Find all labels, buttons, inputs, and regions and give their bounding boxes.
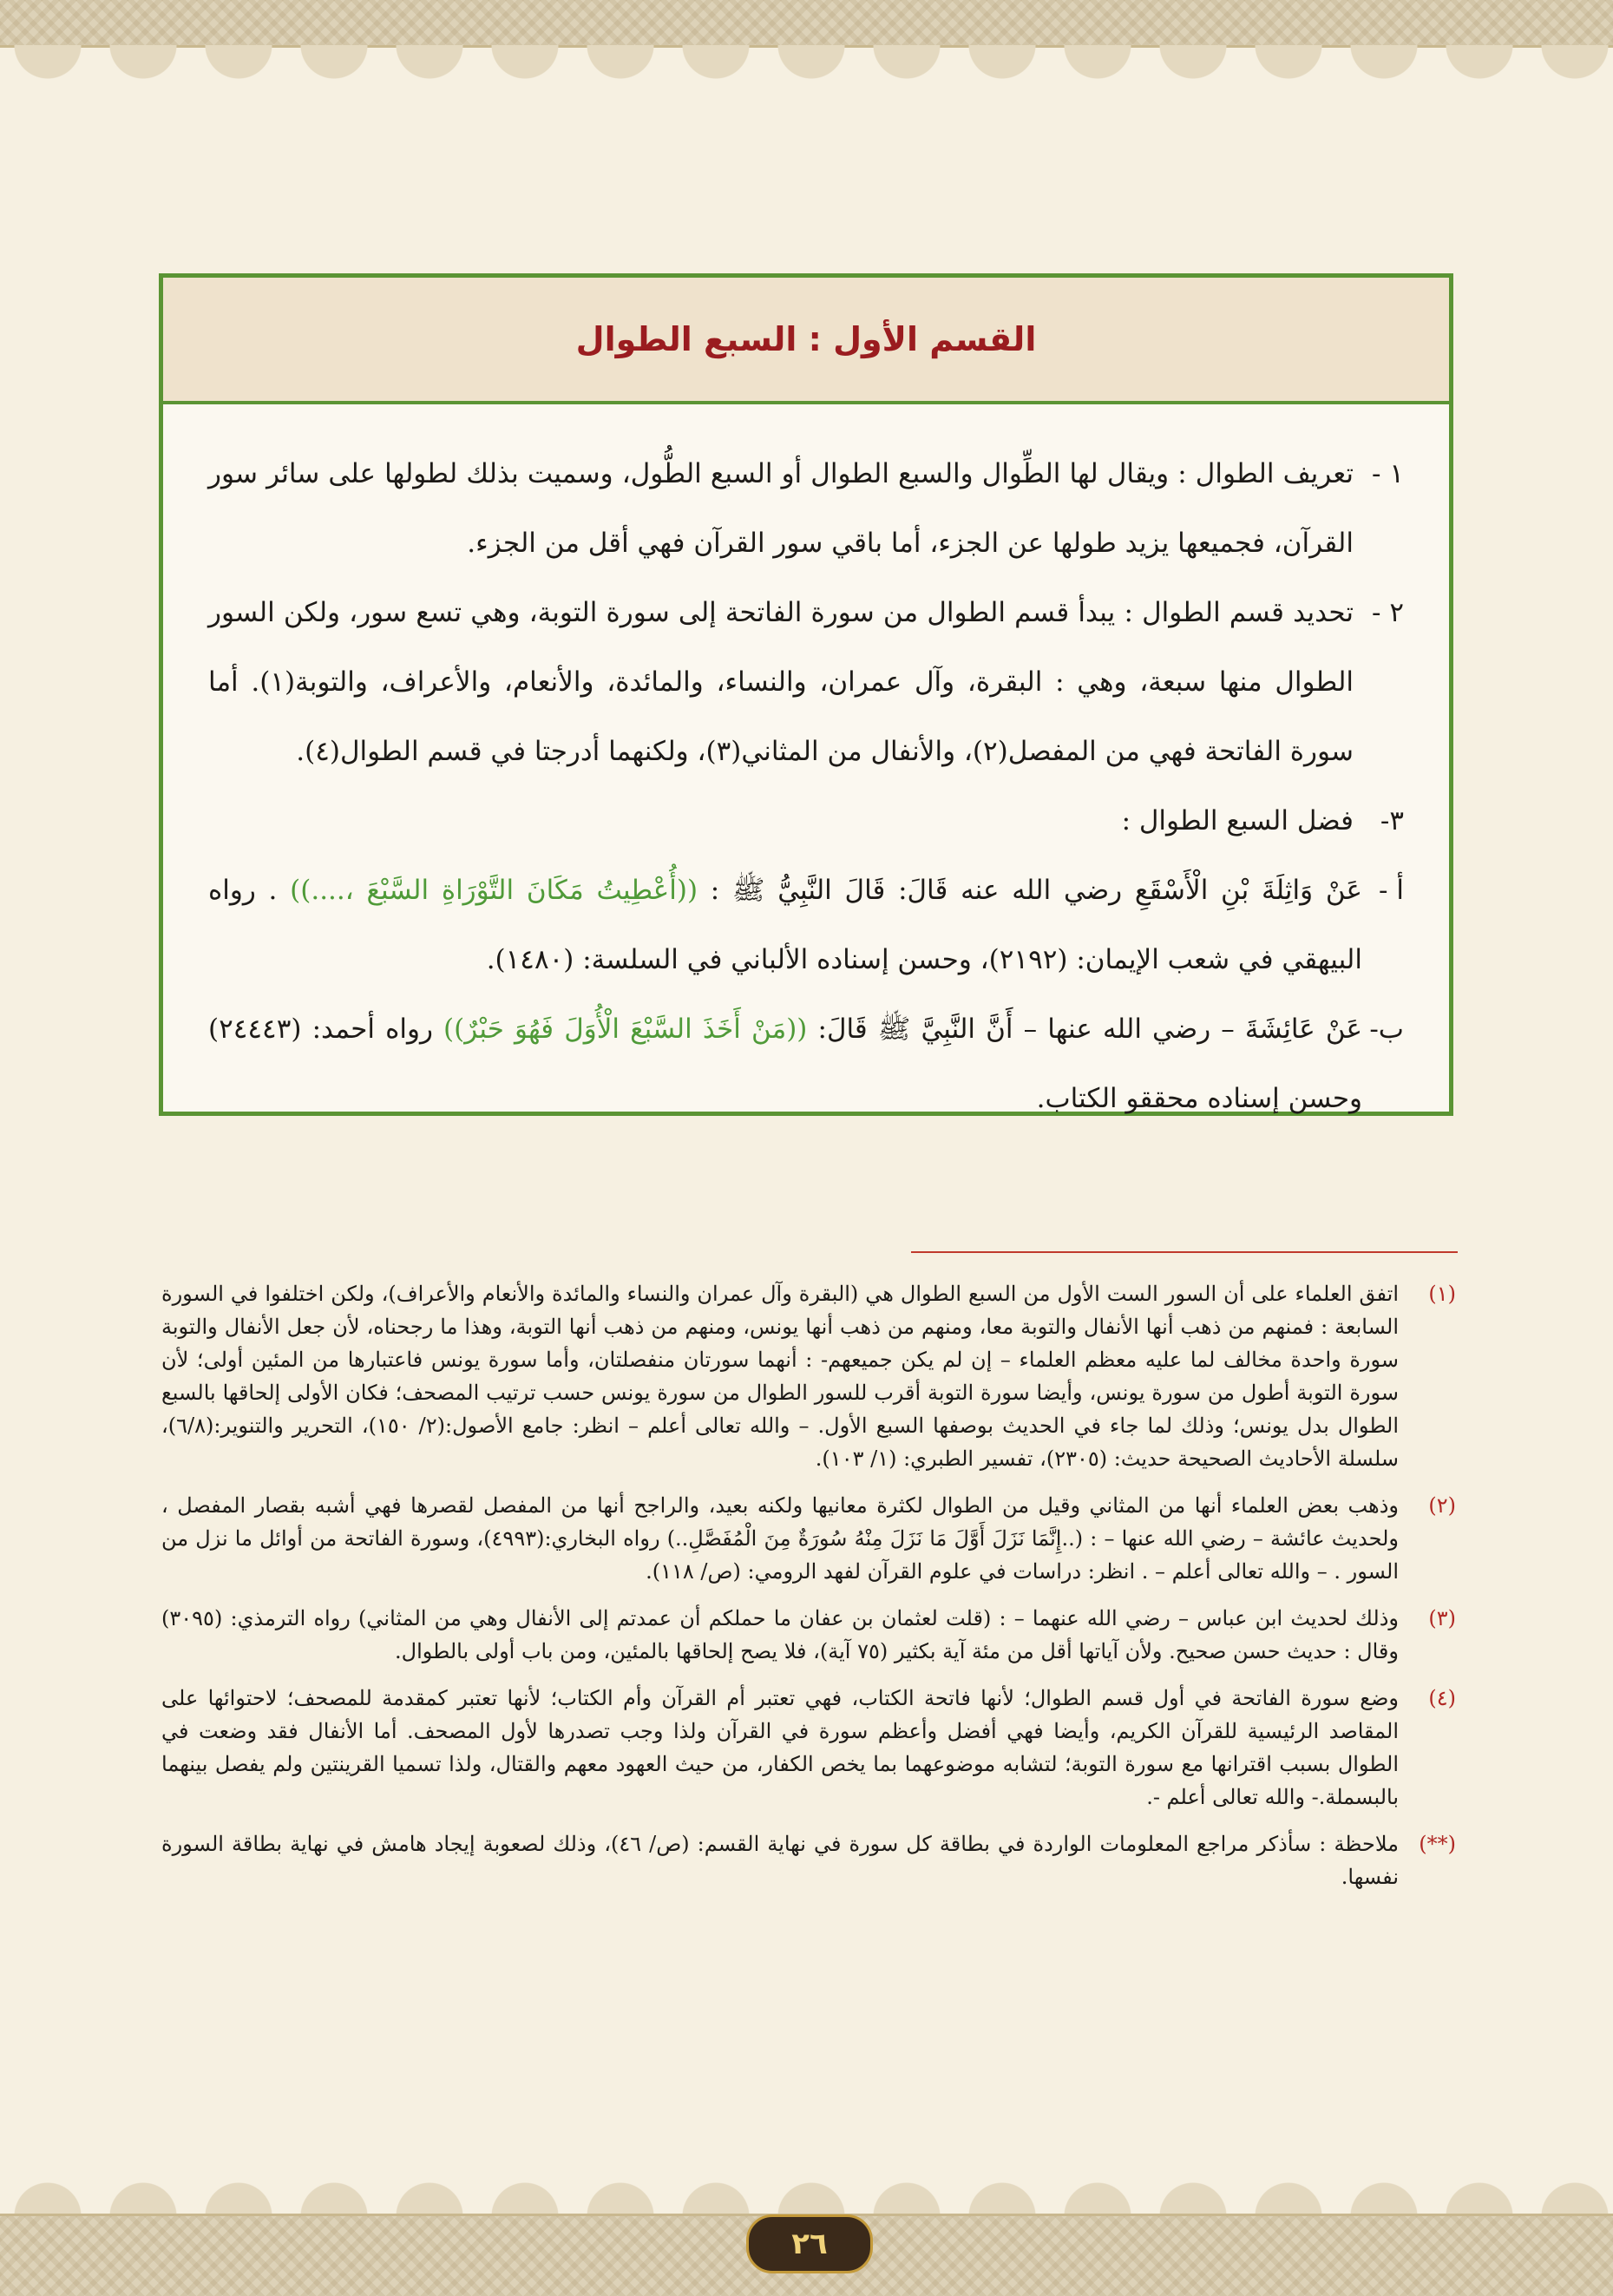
hadith-quote: ((أُعْطِيتُ مَكَانَ التَّوْرَاةِ السَّبْعَ ،....)) xyxy=(290,875,698,906)
hadith-source: . رواه البيهقي في شعب الإيمان: (٢١٩٢)، وحسن إسناده الألباني في السلسة: (١٤٨٠). xyxy=(208,875,1362,975)
section-box xyxy=(159,273,1453,1116)
hadith-b xyxy=(208,994,1404,1133)
item-text: فضل السبع الطوال : xyxy=(1121,805,1354,836)
item-number: ٣- xyxy=(1380,805,1404,836)
item-text: تعريف الطوال : ويقال لها الطِّوال والسبع الطوال أو السبع الطُّول، وسميت بذلك لطولها على سائر سور القرآن، فجميعها يزيد طولها عن الجزء، أما باقي سور القرآن فهي أقل من الجزء. xyxy=(208,458,1354,559)
footnote-text: ملاحظة : سأذكر مراجع المعلومات الواردة في بطاقة كل سورة في نهاية القسم: (ص/ ٤٦)، وذلك لصعوبة إيجاد هامش في نهاية بطاقة السورة نفسها. xyxy=(161,1832,1400,1889)
footnote xyxy=(161,1277,1456,1475)
section-header xyxy=(163,278,1449,404)
page-number: ٢٦ xyxy=(791,2227,828,2261)
footnote-number: (٤) xyxy=(1428,1686,1456,1710)
footnote-text: وذلك لحديث ابن عباس – رضي الله عنهما – : (قلت لعثمان بن عفان ما حملكم أن عمدتم إلى الأنفال وهي من المثاني) رواه الترمذي: (٣٠٩٥) وقال : حديث حسن صحيح. ولأن آياتها أقل من مئة آية بكثير (٧٥ آية)، فلا يصح إلحاقها بالمئين، ومن باب أولى بالطوال. xyxy=(161,1606,1399,1663)
footnote-number: (**) xyxy=(1419,1832,1456,1856)
hadith-a xyxy=(208,856,1404,994)
section-body xyxy=(163,404,1449,1133)
footnote-note xyxy=(161,1827,1456,1893)
footnote xyxy=(161,1682,1456,1814)
item-number: ١ - xyxy=(1372,458,1404,489)
footnote-number: (٢) xyxy=(1428,1493,1456,1518)
section-title: القسم الأول : السبع الطوال xyxy=(575,320,1037,358)
item-text: تحديد قسم الطوال : يبدأ قسم الطوال من سورة الفاتحة إلى سورة التوبة، وهي تسع سور، ولكن السور الطوال منها سبعة، وهي : البقرة، وآل عمران، والنساء، والمائدة، والأنعام، والأعراف، والتوبة(١). أما سورة الفاتحة فهي من المفصل(٢)، والأنفال من المثاني(٣)، ولكنهما أدرجتا في قسم الطوال(٤). xyxy=(208,597,1354,767)
hadith-source: رواه أحمد: (٢٤٤٤٣) وحسن إسناده محققو الكتاب. xyxy=(208,1014,1362,1114)
top-ornament-band xyxy=(0,0,1613,48)
page-number-badge xyxy=(746,2214,873,2273)
hadith-number: ب- xyxy=(1369,1014,1404,1045)
footnote xyxy=(161,1489,1456,1588)
hadith-narration: عَنْ عَائِشَةَ – رضي الله عنها – أَنَّ النَّبِيَّ ﷺ قَالَ: xyxy=(817,1014,1362,1045)
footnote-number: (٣) xyxy=(1428,1606,1456,1630)
list-item-virtue xyxy=(208,786,1404,856)
item-number: ٢ - xyxy=(1372,597,1404,628)
bottom-scallop-ornament xyxy=(0,2155,1613,2216)
footnote xyxy=(161,1602,1456,1668)
footnote-text: وذهب بعض العلماء أنها من المثاني وقيل من الطوال لكثرة معانيها ولكنه بعيد، والراجح أنها من المفصل لقصرها فهي أشبه بقصار المفصل ، ولحديث عائشة – رضي الله عنها – : (..إِنَّمَا نَزَلَ أَوَّلَ مَا نَزَلَ مِنْهُ سُورَةٌ مِنَ الْمُفَصَّلِ..) رواه البخاري:(٤٩٩٣)، وسورة الفاتحة من أوائل ما نزل من السور . – والله تعالى أعلم – . انظر: دراسات في علوم القرآن لفهد الرومي: (ص/ ١١٨). xyxy=(161,1493,1399,1584)
hadith-narration: عَنْ وَاثِلَةَ بْنِ الْأَسْقَعِ رضي الله عنه قَالَ: قَالَ النَّبِيُّ ﷺ : xyxy=(710,875,1362,906)
footnote-separator xyxy=(911,1251,1458,1253)
footnote-text: وضع سورة الفاتحة في أول قسم الطوال؛ لأنها فاتحة الكتاب، فهي تعتبر أم القرآن وأم الكتاب؛ لأنها تعتبر كمقدمة للمصحف؛ لاحتوائها على المقاصد الرئيسية للقرآن الكريم، وأيضا فهي أفضل وأعظم سورة في القرآن ولذا وجب تصدرها لأول المصحف. أما الأنفال فقد وضعت في الطوال بسبب اقترانها مع سورة التوبة؛ لتشابه موضوعهما بما يخص الكفار، من حيث العهود معهم والقتال، ولذا تسميا القرينتين ولم يفصل بينهما بالبسملة.- والله تعالى أعلم -. xyxy=(161,1686,1400,1809)
hadith-number: أ - xyxy=(1379,875,1404,906)
list-item-definition xyxy=(208,439,1404,578)
list-item-scope xyxy=(208,578,1404,786)
footnote-text: اتفق العلماء على أن السور الست الأول من السبع الطوال هي (البقرة وآل عمران والنساء والمائدة والأنعام والأعراف)، ولكن اختلفوا في السورة السابعة : فمنهم من ذهب أنها الأنفال والتوبة معا، ومنهم من ذهب أنها يونس، ومنهم من ذهب أنها التوبة، وهذا ما رجحناه، لأن جعل الأنفال والتوبة سورة واحدة مخالف لما عليه معظم العلماء – إن لم يكن جميعهم- : أنهما سورتان منفصلتان، وأما سورة يونس فاعتبارها من المئين أولى؛ لأن سورة التوبة أطول من سورة يونس، وأيضا سورة التوبة أقرب للسور الطوال من سورة يونس حسب ترتيب المصحف؛ فكان الأولى إلحاقها بالسبع الطوال بدل يونس؛ وذلك لما جاء في الحديث بوصفها السبع الأول. – والله تعالى أعلم – انظر: جامع الأصول:(٢/ ١٥٠)، التحرير والتنوير:(٦/٨)، سلسلة الأحاديث الصحيحة حديث: (٢٣٠٥)، تفسير الطبري: (١/ ١٠٣). xyxy=(161,1282,1399,1471)
top-scallop-ornament xyxy=(0,45,1613,106)
hadith-quote: ((مَنْ أَخَذَ السَّبْعَ الْأُوَلَ فَهُوَ حَبْرٌ)) xyxy=(443,1014,808,1045)
footnote-number: (١) xyxy=(1428,1282,1456,1306)
footnotes xyxy=(161,1277,1456,1907)
